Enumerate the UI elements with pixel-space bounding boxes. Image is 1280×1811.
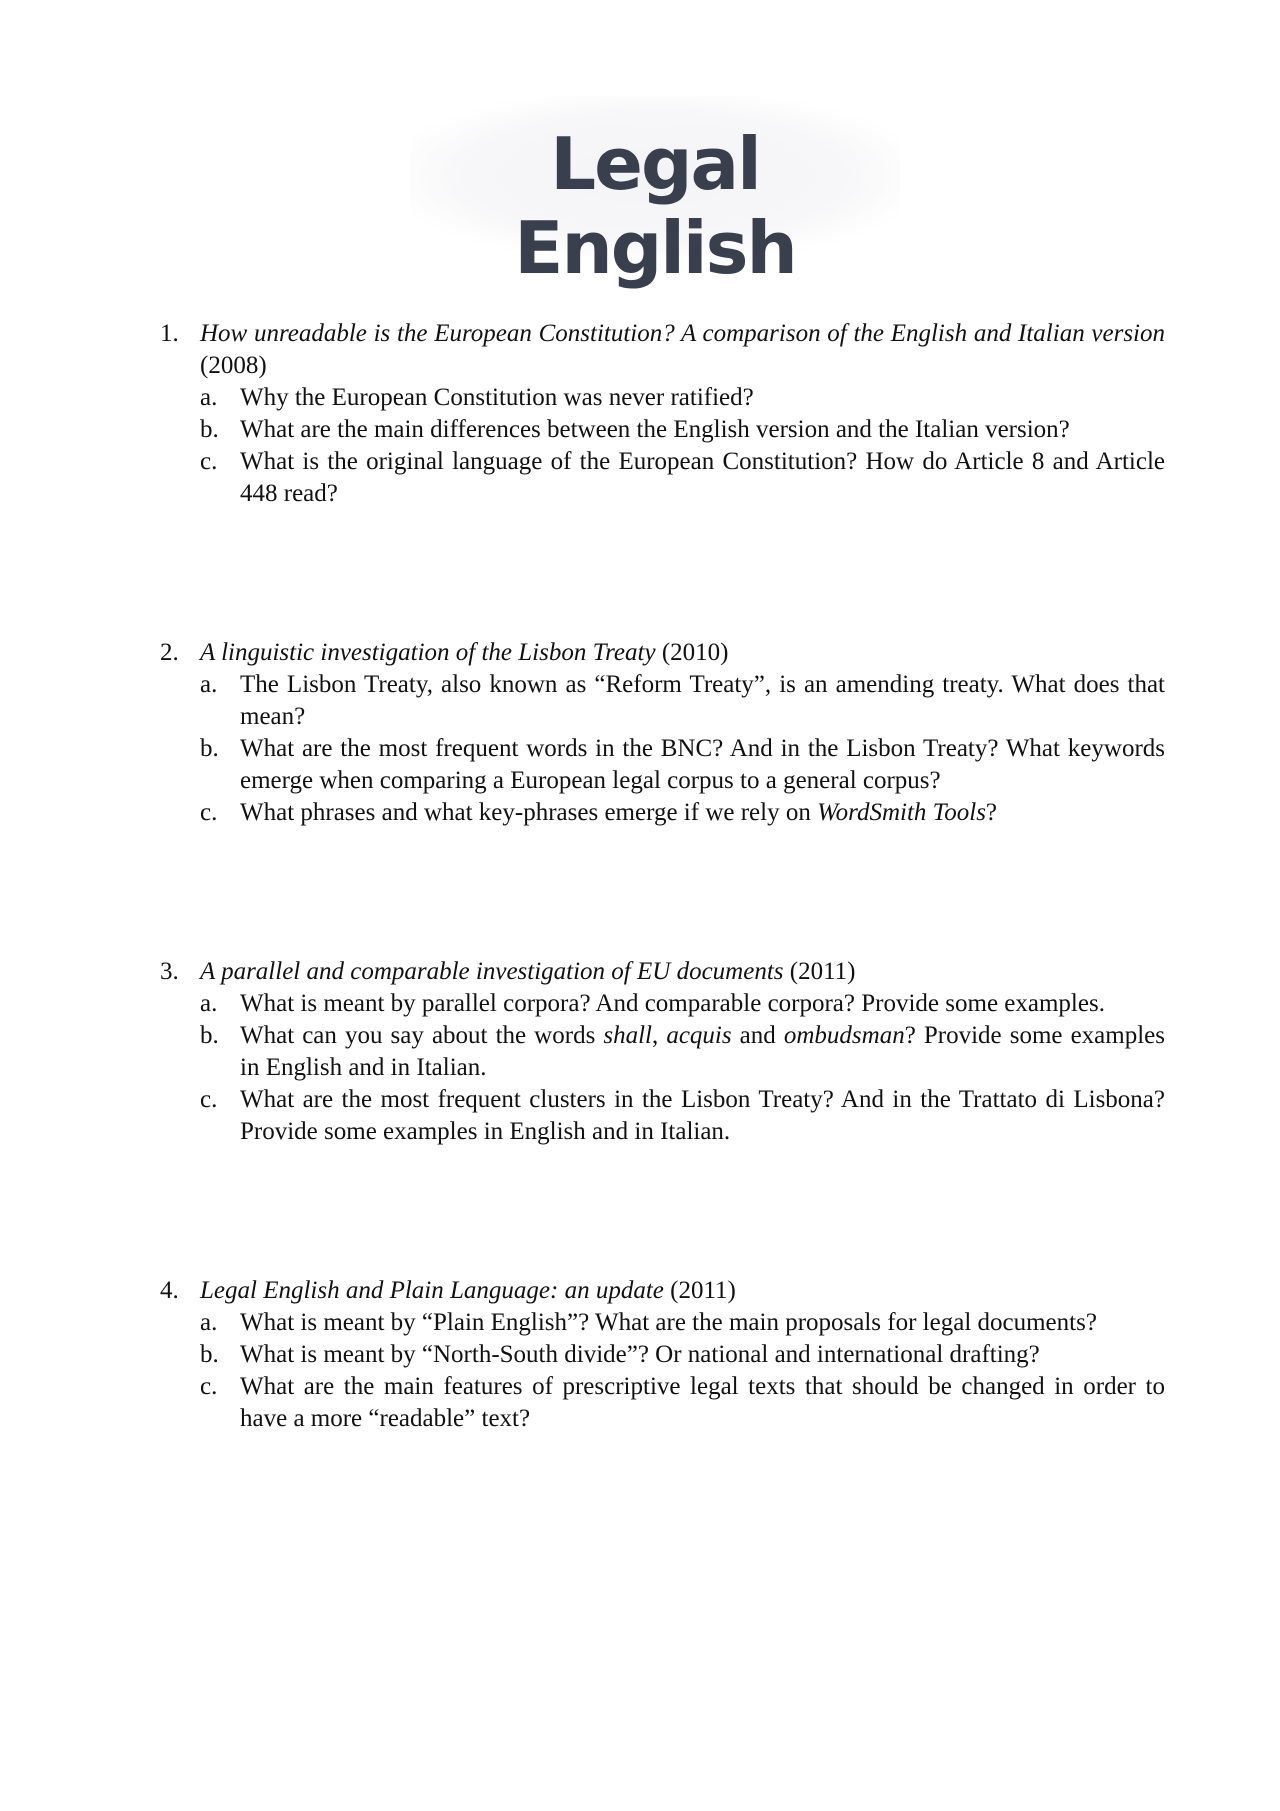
section-heading bbox=[160, 637, 1165, 669]
sub-question bbox=[160, 414, 1165, 446]
section-number: 4. bbox=[160, 1277, 179, 1304]
sub-question-text: What are the main features of prescriptive legal texts that should be changed in order to have a more “readable” text? bbox=[240, 1373, 1165, 1432]
sub-question-text: What is meant by “North-South divide”? Or national and international drafting? bbox=[240, 1341, 1040, 1368]
sub-question bbox=[160, 1339, 1165, 1371]
section-number: 3. bbox=[160, 958, 179, 985]
article-year: (2011) bbox=[670, 1277, 736, 1304]
term-ombudsman: ombudsman bbox=[783, 1022, 905, 1049]
section-heading bbox=[160, 956, 1165, 988]
sub-question-letter: b. bbox=[200, 416, 219, 443]
sub-question-letter: b. bbox=[200, 1341, 219, 1368]
sub-question bbox=[160, 1307, 1165, 1339]
sub-question bbox=[160, 988, 1165, 1020]
sub-question-text: Why the European Constitution was never ratified? bbox=[240, 384, 754, 411]
sub-question bbox=[160, 446, 1165, 510]
article-year: (2010) bbox=[661, 639, 729, 666]
question-section-4 bbox=[160, 1275, 1165, 1435]
sub-question-text: What is meant by parallel corpora? And comparable corpora? Provide some examples. bbox=[240, 990, 1105, 1017]
sub-question-text: The Lisbon Treaty, also known as “Reform Treaty”, is an amending treaty. What does that mean? bbox=[240, 671, 1165, 730]
sub-question bbox=[160, 382, 1165, 414]
page-title: Legal English bbox=[514, 122, 796, 290]
section-heading bbox=[160, 1275, 1165, 1307]
title-banner bbox=[410, 96, 900, 290]
section-heading bbox=[160, 318, 1165, 382]
sub-question bbox=[160, 1020, 1165, 1084]
section-number: 2. bbox=[160, 639, 179, 666]
sub-question-letter: b. bbox=[200, 1022, 219, 1049]
sub-question-letter: a. bbox=[200, 1309, 218, 1336]
sub-question-text: What are the most frequent clusters in the Lisbon Treaty? And in the Trattato di Lisbona? Provide some examples in English and in Italian. bbox=[240, 1086, 1165, 1145]
sub-question-text: What is the original language of the European Constitution? How do Article 8 and Article 448 read? bbox=[240, 448, 1165, 507]
article-title: Legal English and Plain Language: an update bbox=[200, 1277, 664, 1304]
article-title: A linguistic investigation of the Lisbon Treaty bbox=[200, 639, 656, 666]
term-acquis: acquis bbox=[666, 1022, 732, 1049]
sub-question-letter: c. bbox=[200, 1373, 218, 1400]
sub-question-text: What is meant by “Plain English”? What are the main proposals for legal documents? bbox=[240, 1309, 1097, 1336]
question-section-2 bbox=[160, 637, 1165, 829]
sub-question-letter: c. bbox=[200, 799, 218, 826]
sub-question bbox=[160, 1371, 1165, 1435]
question-section-1 bbox=[160, 318, 1165, 510]
sub-question-letter: b. bbox=[200, 735, 219, 762]
sub-question bbox=[160, 733, 1165, 797]
sub-question-letter: a. bbox=[200, 990, 218, 1017]
sub-question-letter: c. bbox=[200, 448, 218, 475]
article-title: A parallel and comparable investigation of EU documents bbox=[200, 958, 784, 985]
article-year: (2011) bbox=[789, 958, 856, 985]
sub-question-text: What are the main differences between the English version and the Italian version? bbox=[240, 416, 1070, 443]
sub-question-text: What are the most frequent words in the BNC? And in the Lisbon Treaty? What keywords emerge when comparing a European legal corpus to a general corpus? bbox=[240, 735, 1165, 794]
sub-question-letter: a. bbox=[200, 671, 218, 698]
question-list bbox=[160, 318, 1165, 1435]
question-section-3 bbox=[160, 956, 1165, 1148]
section-number: 1. bbox=[160, 320, 179, 347]
sub-question-letter: c. bbox=[200, 1086, 218, 1113]
sub-question-letter: a. bbox=[200, 384, 218, 411]
sub-question-text: What can you say about the words shall, acquis and ombudsman? Provide some examples in English and in Italian. bbox=[240, 1022, 1165, 1081]
term-shall: shall bbox=[603, 1022, 652, 1049]
article-year: (2008) bbox=[200, 352, 267, 379]
article-title: How unreadable is the European Constitution? A comparison of the English and Italian version bbox=[200, 320, 1165, 347]
sub-question bbox=[160, 669, 1165, 733]
software-name: WordSmith Tools bbox=[817, 799, 986, 826]
sub-question bbox=[160, 797, 1165, 829]
sub-question bbox=[160, 1084, 1165, 1148]
sub-question-text: What phrases and what key-phrases emerge if we rely on WordSmith Tools? bbox=[240, 799, 998, 826]
